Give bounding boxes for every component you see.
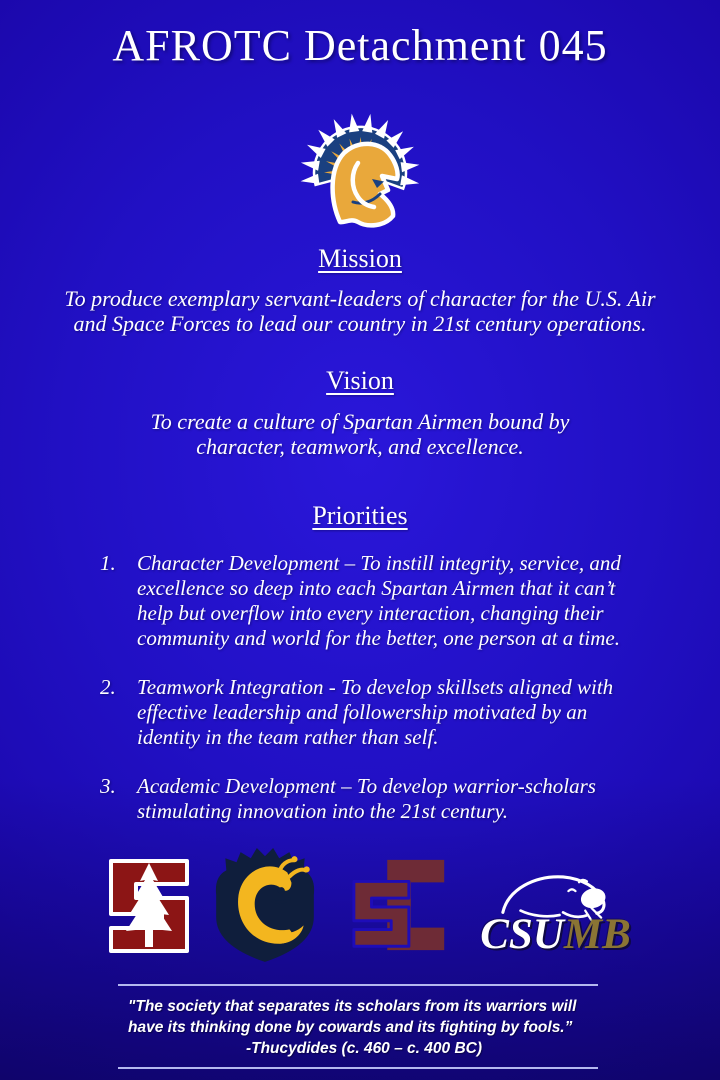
priority-item-2	[100, 675, 642, 750]
priority-number: 3.	[100, 774, 116, 798]
priority-number: 2.	[100, 675, 116, 699]
page-title: AFROTC Detachment 045	[112, 21, 608, 70]
csumb-csu-text: CSU	[480, 911, 564, 958]
priority-text: Academic Development – To develop warrior-scholars stimulating innovation into the 21st century.	[137, 774, 596, 823]
mission-text: To produce exemplary servant-leaders of character for the U.S. Air and Space Forces to lead our country in 21st century operations.	[64, 286, 656, 336]
stanford-s-tree-icon	[98, 853, 200, 964]
priority-item-3	[100, 774, 642, 824]
csumb-otter-logo	[468, 861, 643, 958]
priority-item-1	[100, 551, 642, 651]
priorities-heading: Priorities	[312, 501, 408, 530]
vision-heading: Vision	[326, 366, 394, 395]
quote-block	[118, 984, 598, 1069]
sjsu-spartan-helmet-icon	[294, 95, 426, 236]
priority-text: Teamwork Integration - To develop skillsets aligned with effective leadership and followership motivated by an identity in the team rather than self.	[137, 675, 614, 749]
priorities-list	[0, 551, 720, 824]
ucsc-banana-slug-icon	[208, 846, 322, 971]
priority-number: 1.	[100, 551, 116, 575]
csumb-mb-text: MB	[563, 911, 631, 958]
quote-text: "The society that separates its scholars from its warriors will have its thinking done by cowards and its fighting by fools.”	[128, 998, 577, 1036]
mission-heading: Mission	[318, 244, 402, 273]
santa-clara-sc-icon	[346, 852, 456, 965]
csumb-wordmark	[480, 911, 631, 958]
quote-attribution: -Thucydides (c. 460 – c. 400 BC)	[245, 1040, 482, 1057]
partner-logos-row	[0, 848, 720, 968]
priority-text: Character Development – To instill integrity, service, and excellence so deep into each Spartan Airmen that it can’t help but overflow into every interaction, changing their community and world for the better, one person at a time.	[137, 551, 621, 650]
vision-text: To create a culture of Spartan Airmen bound by character, teamwork, and excellence.	[150, 409, 570, 459]
